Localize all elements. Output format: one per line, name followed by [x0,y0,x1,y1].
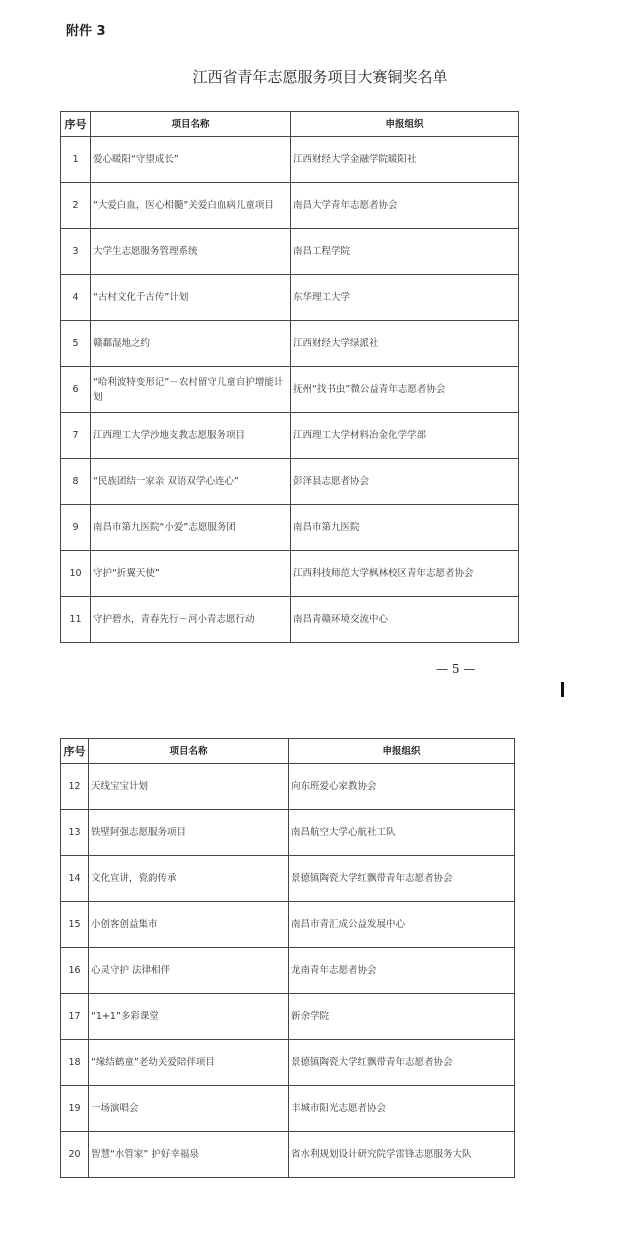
cell-project: 爱心暖阳“守望成长” [91,137,291,183]
cell-no: 9 [61,505,91,551]
cell-no: 19 [61,1086,89,1132]
header-no: 序号 [61,112,91,137]
table-row [61,551,519,597]
cell-project: 心灵守护 法律相伴 [89,948,289,994]
cell-project: “哈利波特变形记”－农村留守儿童自护增能计划 [91,367,291,413]
cell-org: 新余学院 [289,994,515,1040]
header-project: 项目名称 [91,112,291,137]
table-row [61,413,519,459]
cell-project: “缘结鹤童”老幼关爱陪伴项目 [89,1040,289,1086]
table-row [61,1086,515,1132]
cell-no: 5 [61,321,91,367]
table-row [61,459,519,505]
cell-project: 铁壁阿强志愿服务项目 [89,810,289,856]
cell-no: 13 [61,810,89,856]
cell-project: 南昌市第九医院“小爱”志愿服务团 [91,505,291,551]
table-header-row [61,112,519,137]
cell-no: 1 [61,137,91,183]
cell-org: 省水利规划设计研究院学雷锋志愿服务大队 [289,1132,515,1178]
award-table-1 [60,111,519,643]
cell-project: 小创客创益集市 [89,902,289,948]
cell-org: 江西财经大学金融学院暖阳社 [291,137,519,183]
cell-org: 南昌航空大学心航社工队 [289,810,515,856]
cell-no: 2 [61,183,91,229]
cell-project: 天线宝宝计划 [89,764,289,810]
document-title: 江西省青年志愿服务项目大赛铜奖名单 [192,68,448,86]
table-row [61,137,519,183]
cell-org: 东华理工大学 [291,275,519,321]
cell-project: 赣鄱湿地之约 [91,321,291,367]
cell-project: 江西理工大学沙地支教志愿服务项目 [91,413,291,459]
cell-org: 江西理工大学材料冶金化学学部 [291,413,519,459]
table-header-row [61,739,515,764]
table-row [61,505,519,551]
table-row [61,810,515,856]
header-no: 序号 [61,739,89,764]
cell-org: 南昌市第九医院 [291,505,519,551]
cell-no: 15 [61,902,89,948]
table-row [61,856,515,902]
cell-no: 14 [61,856,89,902]
cell-project: 智慧“水管家” 护好幸福泉 [89,1132,289,1178]
cell-org: 彭泽县志愿者协会 [291,459,519,505]
table-row [61,764,515,810]
table-row [61,1132,515,1178]
cell-org: 龙南青年志愿者协会 [289,948,515,994]
cell-no: 12 [61,764,89,810]
table-row [61,367,519,413]
table-row [61,948,515,994]
table-row [61,321,519,367]
cell-org: 丰城市阳光志愿者协会 [289,1086,515,1132]
cell-no: 4 [61,275,91,321]
text-cursor [561,682,564,697]
cell-no: 8 [61,459,91,505]
cell-project: “1+1”多彩课堂 [89,994,289,1040]
cell-org: 景德镇陶瓷大学红飘带青年志愿者协会 [289,856,515,902]
table-row [61,597,519,643]
cell-project: 一场演唱会 [89,1086,289,1132]
cell-project: 守护“折翼天使” [91,551,291,597]
cell-no: 10 [61,551,91,597]
cell-project: 守护碧水，青春先行－河小青志愿行动 [91,597,291,643]
cell-project: “大爱白血，医心相髓”关爱白血病儿童项目 [91,183,291,229]
header-org: 申报组织 [289,739,515,764]
cell-no: 6 [61,367,91,413]
cell-project: “民族团结一家亲 双语双学心连心” [91,459,291,505]
table-row [61,183,519,229]
table-row [61,275,519,321]
cell-no: 18 [61,1040,89,1086]
cell-no: 20 [61,1132,89,1178]
cell-no: 3 [61,229,91,275]
cell-project: 大学生志愿服务管理系统 [91,229,291,275]
cell-org: 南昌大学青年志愿者协会 [291,183,519,229]
cell-project: “古村文化千古传”计划 [91,275,291,321]
cell-no: 17 [61,994,89,1040]
cell-no: 16 [61,948,89,994]
table-row [61,902,515,948]
cell-org: 南昌市青汇成公益发展中心 [289,902,515,948]
cell-org: 江西科技师范大学枫林校区青年志愿者协会 [291,551,519,597]
attachment-label: 附件 3 [66,24,106,39]
award-table-2 [60,738,515,1178]
cell-org: 南昌工程学院 [291,229,519,275]
cell-no: 11 [61,597,91,643]
cell-org: 南昌青赣环境交流中心 [291,597,519,643]
cell-org: 景德镇陶瓷大学红飘带青年志愿者协会 [289,1040,515,1086]
header-org: 申报组织 [291,112,519,137]
table-row [61,1040,515,1086]
cell-org: 江西财经大学绿派社 [291,321,519,367]
header-project: 项目名称 [89,739,289,764]
cell-org: 抚州“找书虫”微公益青年志愿者协会 [291,367,519,413]
cell-no: 7 [61,413,91,459]
table-row [61,994,515,1040]
cell-org: 向东班爱心家教协会 [289,764,515,810]
cell-project: 文化宣讲，瓷韵传承 [89,856,289,902]
table-row [61,229,519,275]
page-number: — 5 — [436,662,476,676]
